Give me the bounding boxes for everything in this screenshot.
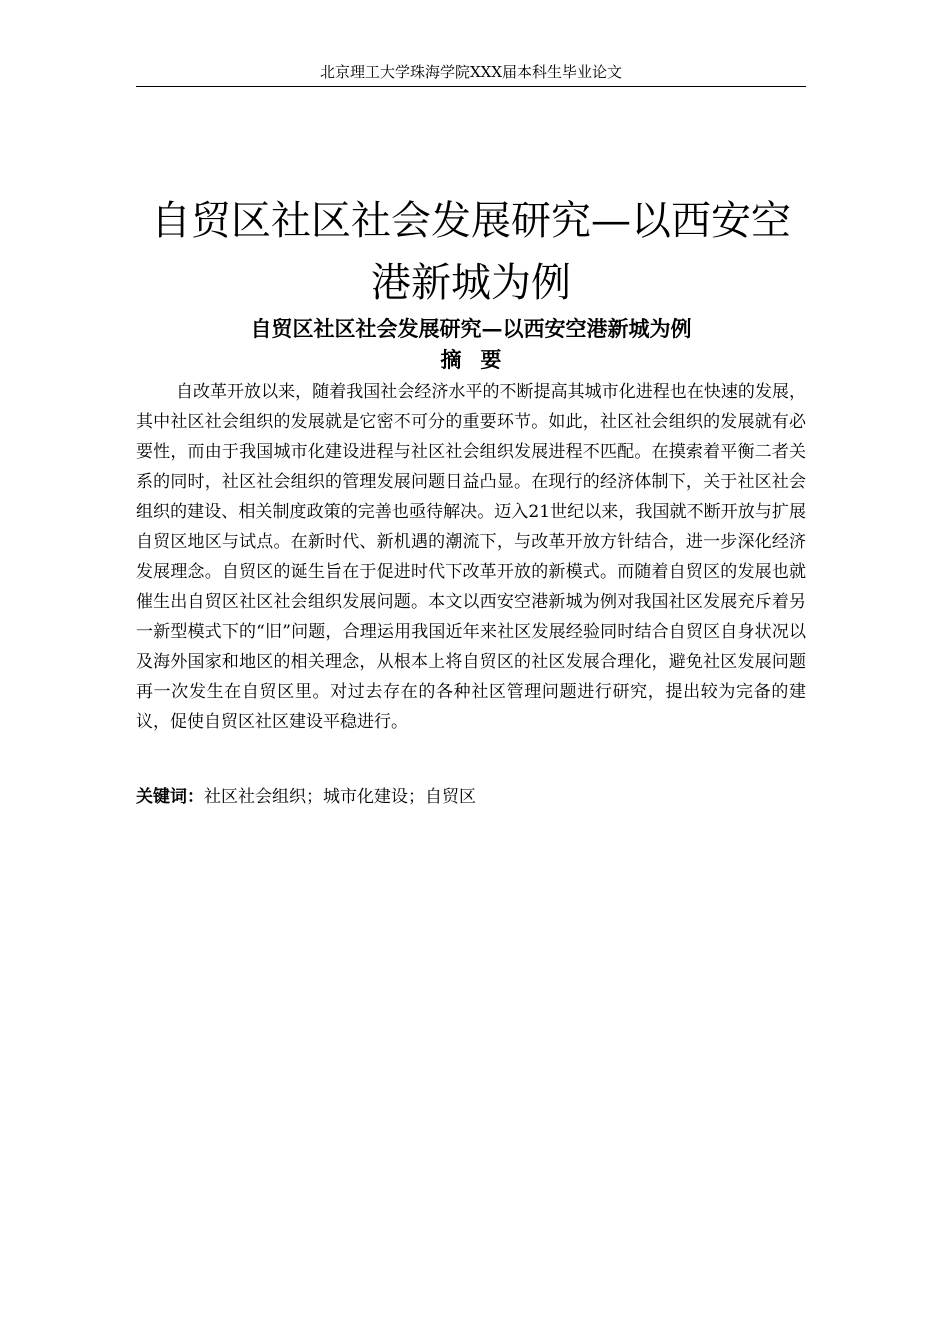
abstract-title: 自贸区社区社会发展研究—以西安空港新城为例 bbox=[250, 316, 692, 341]
keywords-value: 社区社会组织；城市化建设；自贸区 bbox=[204, 787, 476, 807]
abstract-body: 自改革开放以来，随着我国社会经济水平的不断提高其城市化进程也在快速的发展，其中社区社会组织的发展就是它密不可分的重要环节。如此，社区社会组织的发展就有必要性，而由于我国城市化建设进程与社区社会组织发展进程不匹配。在摸索着平衡二者关系的同时，社区社会组织的管理发展问题日益凸显。在现行的经济体制下，关于社区社会组织的建设、相关制度政策的完善也亟待解决。迈入21世纪以来，我国就不断开放与扩展自贸区地区与试点。在新时代、新机遇的潮流下，与改革开放方针结合，进一步深化经济发展理念。自贸区的诞生旨在于促进时代下改革开放的新模式。而随着自贸区的发展也就催生出自贸区社区社会组织发展问题。本文以西安空港新城为例对我国社区发展充斥着另一新型模式下的“旧”问题，合理运用我国近年来社区发展经验同时结合自贸区自身状况以及海外国家和地区的相关理念，从根本上将自贸区的社区发展合理化，避免社区发展问题再一次发生在自贸区里。对过去存在的各种社区管理问题进行研究，提出较为完备的建议，促使自贸区社区建设平稳进行。 bbox=[136, 382, 806, 732]
keywords-label: 关键词： bbox=[136, 787, 204, 807]
thesis-title bbox=[136, 190, 806, 314]
thesis-title-line-2: 港新城为例 bbox=[371, 260, 571, 306]
header-text: 北京理工大学珠海学院XXX届本科生毕业论文 bbox=[319, 63, 623, 81]
abstract-heading: 摘要 bbox=[440, 347, 521, 372]
thesis-title-line-1: 自贸区社区社会发展研究—以西安空 bbox=[151, 198, 791, 244]
page-header bbox=[136, 62, 806, 87]
keywords-line bbox=[136, 782, 806, 812]
